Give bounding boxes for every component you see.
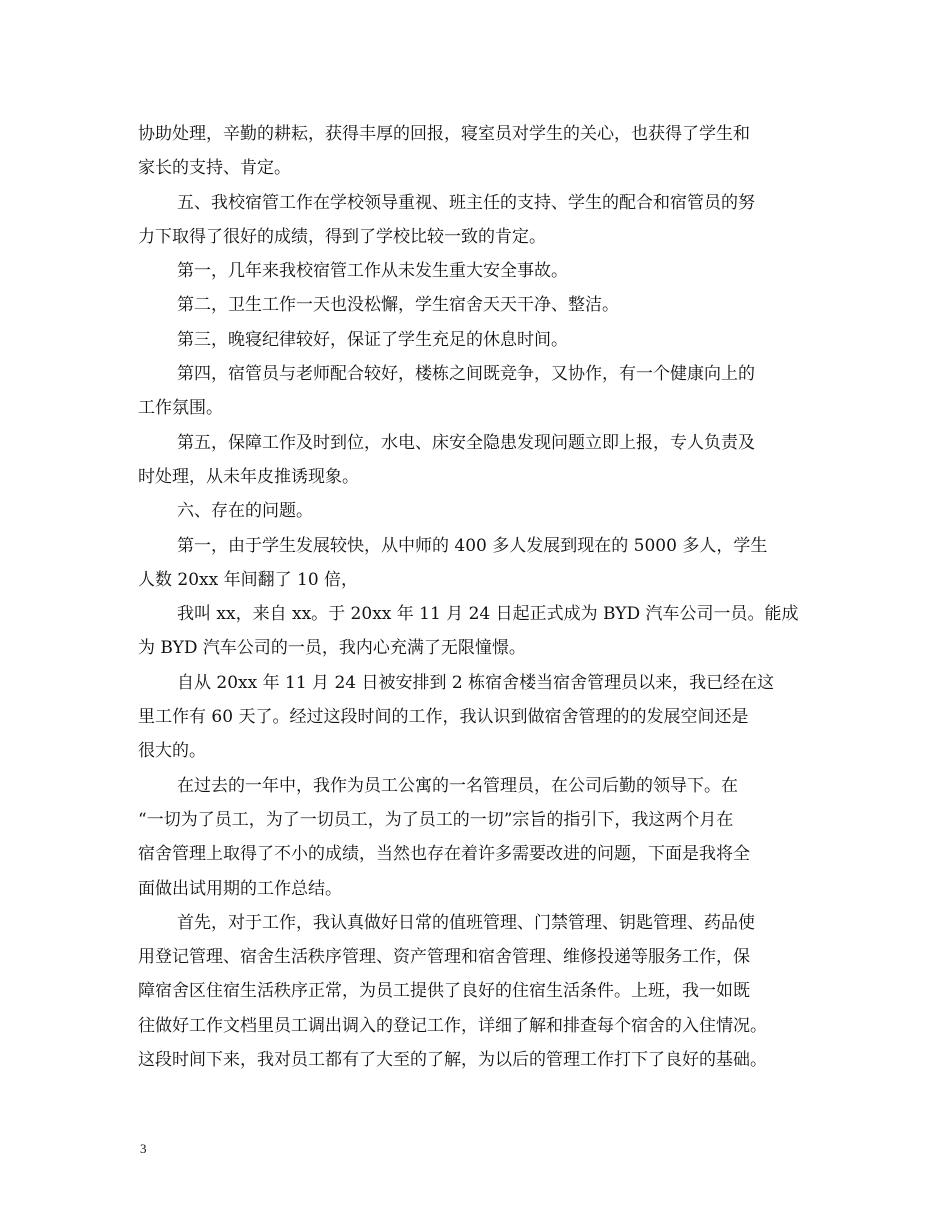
text-line: 第一，几年来我校宿管工作从未发生重大安全事故。 [177,261,568,282]
text-line: 宿舍管理上取得了不小的成绩，当然也存在着许多需要改进的问题，下面是我将全 [138,844,750,865]
text-line: 时处理，从未年皮推诱现象。 [138,466,359,487]
text-line: 我叫 xx，来自 xx。于 20xx 年 11 月 24 日起正式成为 BYD 汽车公司一员。能成 [177,604,799,625]
text-line: 第三，晚寝纪律较好，保证了学生充足的休息时间。 [177,329,568,350]
text-line: 工作氛围。 [138,398,223,419]
text-line: 为 BYD 汽车公司的一员，我内心充满了无限憧憬。 [138,638,526,659]
text-line: 在过去的一年中，我作为员工公寓的一名管理员，在公司后勤的领导下。在 [177,775,738,796]
text-line: 家长的支持、肯定。 [138,158,291,179]
text-line: 第五，保障工作及时到位，水电、床安全隐患发现问题立即上报，专人负责及 [177,432,755,453]
text-line: 首先，对于工作，我认真做好日常的值班管理、门禁管理、钥匙管理、药品使 [177,912,755,933]
text-line: 用登记管理、宿舍生活秩序管理、资产管理和宿舍管理、维修投递等服务工作，保 [138,947,750,968]
text-line: 协助处理，辛勤的耕耘，获得丰厚的回报，寝室员对学生的关心，也获得了学生和 [138,124,750,144]
text-line: 六、存在的问题。 [177,501,313,522]
text-line: 往做好工作文档里员工调出调入的登记工作，详细了解和排查每个宿舍的入住情况。 [138,1015,767,1036]
document-body [138,117,818,1077]
page-number: 3 [140,1141,147,1156]
text-line: 里工作有 60 天了。经过这段时间的工作，我认识到做宿舍管理的的发展空间还是 [138,707,749,728]
text-line: 自从 20xx 年 11 月 24 日被安排到 2 栋宿舍楼当宿舍管理员以来，我已经在这 [177,672,775,693]
text-line: 第一，由于学生发展较快，从中师的 400 多人发展到现在的 5000 多人，学生 [177,535,768,556]
text-line: 力下取得了很好的成绩，得到了学校比较一致的肯定。 [138,226,546,247]
text-line: 五、我校宿管工作在学校领导重视、班主任的支持、学生的配合和宿管员的努 [177,192,755,213]
text-line: “一切为了员工，为了一切员工，为了员工的一切”宗旨的指引下，我这两个月在 [138,809,734,830]
text-line: 人数 20xx 年间翻了 10 倍， [138,569,359,590]
text-line: 第二，卫生工作一天也没松懈，学生宿舍天天干净、整洁。 [177,295,619,316]
text-line: 障宿舍区住宿生活秩序正常，为员工提供了良好的住宿生活条件。上班，我一如既 [138,981,750,1002]
text-line: 这段时间下来，我对员工都有了大至的了解，为以后的管理工作打下了良好的基础。 [138,1050,767,1071]
text-line: 很大的。 [138,741,206,762]
text-line: 第四，宿管员与老师配合较好，楼栋之间既竞争，又协作，有一个健康向上的 [177,364,755,385]
text-line: 面做出试用期的工作总结。 [138,878,342,899]
